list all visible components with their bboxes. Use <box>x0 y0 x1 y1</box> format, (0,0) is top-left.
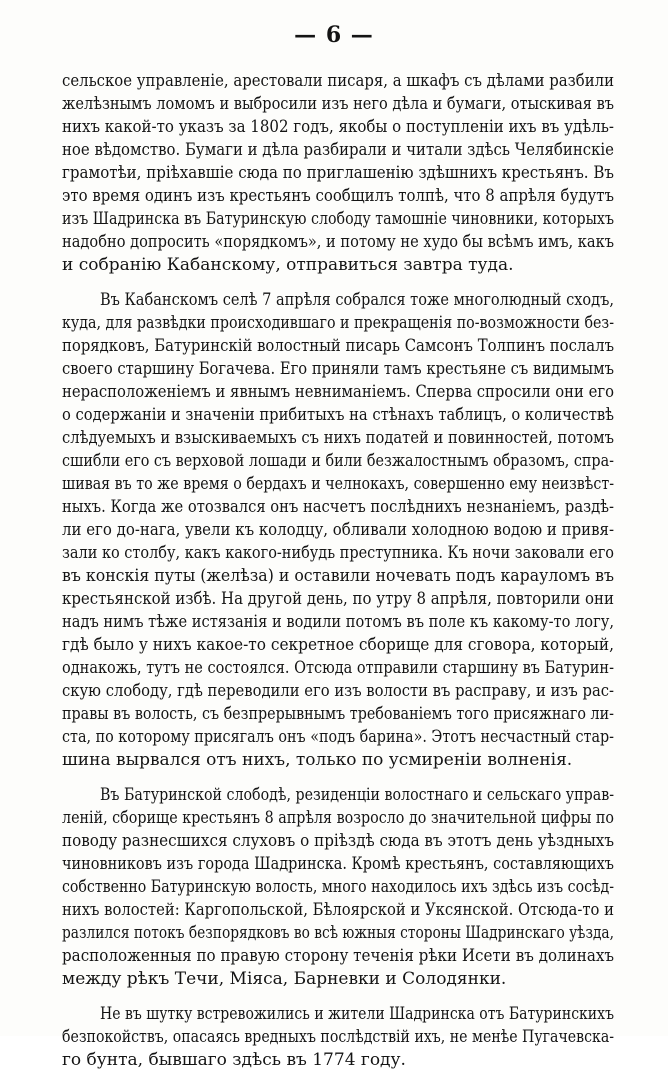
text-line: ли его до-нага, увели къ колодцу, обливали холодною водою и привя- <box>62 520 614 540</box>
text-line: собственно Батуринскую волость, много находилось ихъ здѣсь изъ сосѣд- <box>62 877 614 897</box>
text-line: правы въ волость, съ безпрерывнымъ требованіемъ того присяжнаго ли- <box>62 704 614 724</box>
text-line: ста, по которому присягалъ онъ «подъ барина». Этотъ несчастный стар- <box>62 727 614 747</box>
paragraph-4 <box>62 1003 614 1072</box>
text-line: нихъ какой-то указъ за 1802 годъ, якобы о поступленіи ихъ въ удѣль- <box>62 117 614 137</box>
text-line: въ конскія путы (желѣза) и оставили ночевать подъ карауломъ въ <box>62 566 614 586</box>
page-number: — 6 — <box>294 22 374 48</box>
text-line: о содержаніи и значеніи прибитыхъ на стѣнахъ таблицъ, о количествѣ <box>62 405 614 425</box>
text-line: сельское управленіе, арестовали писаря, а шкафъ съ дѣлами разбили <box>62 71 614 91</box>
paragraph-1 <box>62 70 614 277</box>
text-line: порядковъ, Батуринскій волостный писарь Самсонъ Толпинъ послалъ <box>62 336 614 356</box>
text-line: Въ Кабанскомъ селѣ 7 апрѣля собрался тоже многолюдный сходъ, <box>99 290 614 310</box>
text-line: ное вѣдомство. Бумаги и дѣла разбирали и читали здѣсь Челябинскіе <box>62 140 614 160</box>
text-line: шивая въ то же время о бердахъ и челнокахъ, совершенно ему неизвѣст- <box>62 474 614 494</box>
text-line: желѣзнымъ ломомъ и выбросили изъ него дѣла и бумаги, отыскивая въ <box>62 94 614 114</box>
text-line: чиновниковъ изъ города Шадринска. Кромѣ крестьянъ, составляющихъ <box>62 854 614 874</box>
text-line: своего старшину Богачева. Его приняли тамъ крестьяне съ видимымъ <box>62 359 614 379</box>
text-line: ныхъ. Когда же отозвался онъ насчетъ послѣднихъ незнаніемъ, раздѣ- <box>62 497 614 517</box>
text-line: надобно допросить «порядкомъ», и потому не худо бы всѣмъ имъ, какъ <box>62 232 614 252</box>
text-line: сшибли его съ верховой лошади и били безжалостнымъ образомъ, спра- <box>62 451 614 471</box>
text-line: нерасположеніемъ и явнымъ невниманіемъ. Сперва спросили они его <box>62 382 614 402</box>
text-line: это время одинъ изъ крестьянъ сообщилъ толпѣ, что 8 апрѣля будутъ <box>62 186 614 206</box>
text-line: грамотѣи, пріѣхавшіе сюда по приглашенію здѣшнихъ крестьянъ. Въ <box>62 163 614 183</box>
text-line: леній, сборище крестьянъ 8 апрѣля возросло до значительной цифры по <box>62 808 614 828</box>
text-line: куда, для развѣдки происходившаго и прекращенія по-возможности без- <box>62 313 614 333</box>
text-line: Въ Батуринской слободѣ, резиденціи волостнаго и сельскаго управ- <box>99 785 614 805</box>
text-line: скую слободу, гдѣ переводили его изъ волости въ расправу, и изъ рас- <box>62 681 614 701</box>
text-line: поводу разнесшихся слуховъ о пріѣздѣ сюда въ этотъ день уѣздныхъ <box>62 831 614 851</box>
text-line: безпокойствъ, опасаясь вредныхъ послѣдствій ихъ, не менѣе Пугачевска- <box>62 1027 614 1047</box>
text-line: зали ко столбу, какъ какого-нибудь преступника. Къ ночи заковали его <box>62 543 614 563</box>
text-line: нихъ волостей: Каргопольской, Бѣлоярской и Уксянской. Отсюда-то и <box>62 900 614 920</box>
text-line: разлился потокъ безпорядковъ во всѣ южныя стороны Шадринскаго уѣзда, <box>62 923 614 943</box>
text-line: надъ нимъ тѣже истязанія и водили потомъ въ поле къ какому-то логу, <box>62 612 614 632</box>
paragraph-3 <box>62 784 614 991</box>
text-line: однакожь, тутъ не состоялся. Отсюда отправили старшину въ Батурин- <box>62 658 614 678</box>
text-line: Не въ шутку встревожились и жители Шадринска отъ Батуринскихъ <box>99 1004 614 1024</box>
text-line: слѣдуемыхъ и взыскиваемыхъ съ нихъ податей и повинностей, потомъ <box>62 428 614 448</box>
text-line: между рѣкъ Течи, Міяса, Барневки и Солодянки. <box>62 969 507 989</box>
text-line: гдѣ было у нихъ какое-то секретное сборище для сговора, который, <box>62 635 614 655</box>
text-line: и собранію Кабанскому, отправиться завтра туда. <box>62 255 514 275</box>
text-line: изъ Шадринска въ Батуринскую слободу тамошніе чиновники, которыхъ <box>62 209 614 229</box>
body-text <box>62 70 614 1072</box>
paragraph-2 <box>62 289 614 772</box>
text-line: го бунта, бывшаго здѣсь въ 1774 году. <box>62 1050 406 1070</box>
text-line: крестьянской избѣ. На другой день, по утру 8 апрѣля, повторили они <box>62 589 614 609</box>
text-line: шина вырвался отъ нихъ, только по усмиреніи волненія. <box>62 750 573 770</box>
text-line: расположенныя по правую сторону теченія рѣки Исети въ долинахъ <box>62 946 614 966</box>
